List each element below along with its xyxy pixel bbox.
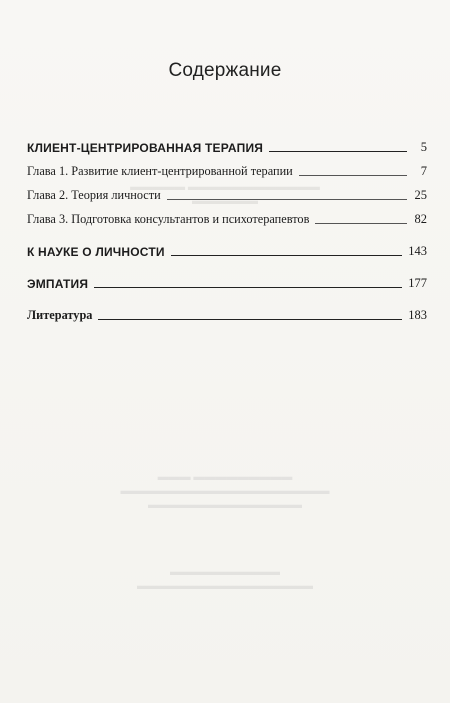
toc-leader-line [269, 151, 407, 152]
toc-entry-part-2 [27, 235, 427, 259]
toc-entry-label: Литература [27, 308, 93, 322]
toc-page-number: 143 [408, 244, 427, 258]
show-through-text: ▬▬▬▬▬ ▬▬▬▬▬▬▬▬▬▬▬▬ ▬▬▬▬▬▬ [130, 181, 320, 207]
toc-page-number: 5 [420, 140, 427, 154]
toc-page-number: 183 [408, 308, 427, 322]
toc-leader-line [299, 175, 407, 176]
toc-leader-line [98, 319, 402, 320]
toc-entry-label: Глава 2. Теория личности [27, 188, 161, 202]
toc-page-number: 82 [414, 212, 427, 226]
page-title: Содержание [168, 60, 282, 81]
toc-entry-label: Глава 3. Подготовка консультантов и психотерапевтов [27, 212, 310, 226]
show-through-text: ▬▬▬ ▬▬▬▬▬▬▬▬▬ ▬▬▬▬▬▬▬▬▬▬▬▬▬▬▬▬▬▬▬ ▬▬▬▬▬▬▬▬▬▬▬▬▬▬ [120, 471, 330, 511]
toc-entry-part-3 [27, 267, 427, 291]
toc-leader-line [94, 287, 402, 288]
toc-entry-part-1 [27, 131, 427, 155]
toc-page-number: 25 [414, 188, 427, 202]
toc-entry-label: Глава 1. Развитие клиент-центрированной терапии [27, 164, 293, 178]
show-through-text: ▬▬▬▬▬▬▬▬▬▬ ▬▬▬▬▬▬▬▬▬▬▬▬▬▬▬▬ [137, 566, 313, 592]
toc-page-number: 177 [408, 276, 427, 290]
toc-entry-label: К НАУКЕ О ЛИЧНОСТИ [27, 245, 165, 259]
toc-entry-label: ЭМПАТИЯ [27, 277, 89, 291]
toc-entry-chapter-3 [27, 203, 427, 227]
toc-leader-line [167, 199, 407, 200]
toc-page-number: 7 [420, 164, 427, 178]
table-of-contents [27, 131, 427, 323]
toc-entry-chapter-1 [27, 155, 427, 179]
toc-leader-line [171, 255, 403, 256]
toc-entry-literature [27, 299, 427, 323]
toc-entry-label: КЛИЕНТ-ЦЕНТРИРОВАННАЯ ТЕРАПИЯ [27, 141, 264, 155]
toc-leader-line [315, 223, 407, 224]
toc-entry-chapter-2 [27, 179, 427, 203]
